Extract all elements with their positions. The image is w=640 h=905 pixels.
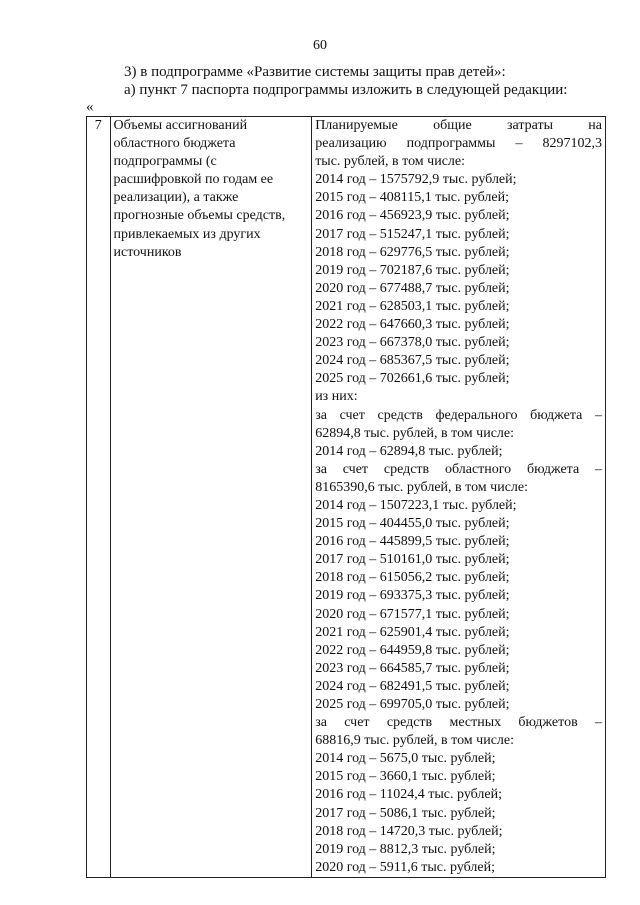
- label-line: источников: [113, 244, 182, 260]
- label-line: подпрограммы (с: [113, 154, 217, 170]
- content-line: 2016 год – 11024,4 тыс. рублей;: [315, 787, 503, 803]
- content-line: Планируемые общие затраты на: [315, 118, 602, 133]
- label-line: прогнозные объемы средств,: [113, 208, 286, 224]
- passport-table: [86, 116, 606, 878]
- intro-line-passport-item: а) пункт 7 паспорта подпрограммы изложить в следующей редакции:: [124, 82, 568, 98]
- content-line: 8165390,6 тыс. рублей, в том числе:: [315, 479, 528, 495]
- content-line: 2025 год – 699705,0 тыс. рублей;: [315, 697, 510, 712]
- content-line: 2017 год – 5086,1 тыс. рублей;: [315, 805, 496, 821]
- content-line: 2020 год – 671577,1 тыс. рублей;: [315, 606, 510, 622]
- content-line: 2015 год – 404455,0 тыс. рублей;: [315, 516, 510, 532]
- label-line: привлекаемых из других: [113, 226, 261, 242]
- content-line: 2018 год – 615056,2 тыс. рублей;: [315, 570, 510, 586]
- page-number: 60: [313, 38, 327, 53]
- content-line: тыс. рублей, в том числе:: [315, 154, 465, 170]
- content-line: 2022 год – 647660,3 тыс. рублей;: [315, 317, 510, 333]
- content-line: реализацию подпрограммы – 8297102,3: [315, 136, 602, 152]
- content-line: за счет средств местных бюджетов –: [315, 715, 602, 731]
- content-line: 2015 год – 3660,1 тыс. рублей;: [315, 769, 496, 785]
- label-line: Объемы ассигнований: [113, 118, 248, 133]
- opening-quote-mark: «: [86, 99, 94, 115]
- content-line: 2022 год – 644959,8 тыс. рублей;: [315, 642, 510, 658]
- label-line: реализации), а также: [113, 190, 239, 206]
- content-line: 2015 год – 408115,1 тыс. рублей;: [315, 190, 510, 206]
- content-line: 2016 год – 445899,5 тыс. рублей;: [315, 534, 510, 550]
- content-line: 68816,9 тыс. рублей, в том числе:: [315, 733, 514, 749]
- row-label-cell: [110, 117, 312, 878]
- content-line: 2018 год – 629776,5 тыс. рублей;: [315, 244, 510, 260]
- content-line: 2020 год – 677488,7 тыс. рублей;: [315, 280, 510, 296]
- content-line: 2023 год – 667378,0 тыс. рублей;: [315, 335, 510, 351]
- label-line: областного бюджета: [113, 136, 236, 152]
- content-line: 2019 год – 693375,3 тыс. рублей;: [315, 588, 510, 604]
- label-line: расшифровкой по годам ее: [113, 172, 274, 188]
- content-line: из них:: [315, 389, 358, 405]
- content-line: 2024 год – 682491,5 тыс. рублей;: [315, 678, 510, 694]
- content-line: 2019 год – 702187,6 тыс. рублей;: [315, 262, 510, 278]
- row-number-cell: 7: [87, 117, 111, 878]
- content-line: 2014 год – 5675,0 тыс. рублей;: [315, 751, 496, 767]
- content-line: 2014 год – 62894,8 тыс. рублей;: [315, 443, 503, 459]
- content-line: 2018 год – 14720,3 тыс. рублей;: [315, 823, 503, 839]
- content-line: 2021 год – 628503,1 тыс. рублей;: [315, 298, 510, 314]
- content-line: 2016 год – 456923,9 тыс. рублей;: [315, 208, 510, 224]
- content-line: 62894,8 тыс. рублей, в том числе:: [315, 425, 514, 441]
- intro-line-subprogram: 3) в подпрограмме «Развитие системы защиты прав детей»:: [124, 64, 506, 80]
- content-line: 2020 год – 5911,6 тыс. рублей;: [315, 859, 496, 875]
- content-line: за счет средств федерального бюджета –: [315, 407, 602, 423]
- content-line: 2021 год – 625901,4 тыс. рублей;: [315, 624, 510, 640]
- content-line: 2025 год – 702661,6 тыс. рублей;: [315, 371, 510, 387]
- content-line: за счет средств областного бюджета –: [315, 461, 602, 477]
- content-line: 2023 год – 664585,7 тыс. рублей;: [315, 660, 510, 676]
- content-line: 2024 год – 685367,5 тыс. рублей;: [315, 353, 510, 369]
- row-content-cell: [312, 117, 606, 878]
- content-line: 2014 год – 1507223,1 тыс. рублей;: [315, 497, 517, 513]
- content-line: 2019 год – 8812,3 тыс. рублей;: [315, 841, 496, 857]
- content-line: 2017 год – 515247,1 тыс. рублей;: [315, 226, 510, 242]
- table-row: [87, 117, 606, 878]
- content-line: 2017 год – 510161,0 тыс. рублей;: [315, 552, 510, 568]
- content-line: 2014 год – 1575792,9 тыс. рублей;: [315, 172, 517, 188]
